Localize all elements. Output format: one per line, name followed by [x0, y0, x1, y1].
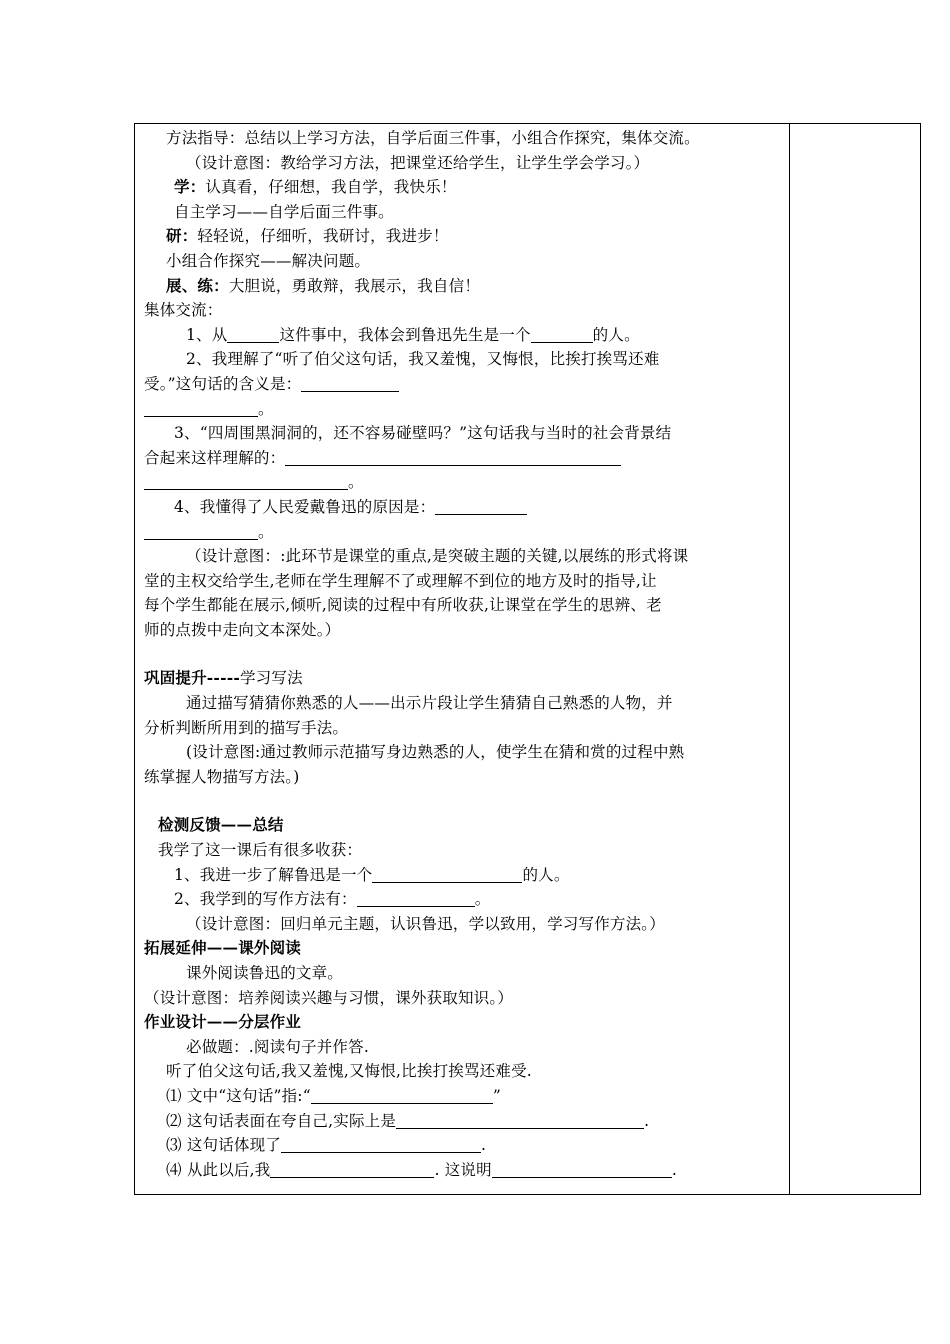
harvest-line: 我学了这一课后有很多收获： [158, 841, 363, 860]
research-text: 轻轻说，仔细听，我研讨，我进步！ [197, 227, 449, 246]
w2-part-b: . [644, 1111, 650, 1130]
collective-line: 集体交流： [144, 301, 223, 320]
w4-part-a: ⑷ 从此以后,我 [166, 1160, 271, 1179]
show-line [144, 274, 783, 299]
homework-heading: 作业设计——分层作业 [144, 1012, 302, 1032]
question-3-line-3 [144, 470, 783, 495]
design-intent-1: （设计意图：教给学习方法，把课堂还给学生，让学生学会学习。） [186, 153, 650, 172]
design-intent-2-line-1: （设计意图：:此环节是课堂的重点,是突破主题的关键,以展练的形式将课 [186, 547, 689, 566]
blank-h1-trait[interactable] [372, 866, 522, 883]
learn-text: 认真看，仔细想，我自学，我快乐！ [205, 178, 457, 197]
extend-text: 课外阅读鲁迅的文章。 [186, 964, 344, 982]
design-intent-4: （设计意图：回归单元主题，认识鲁迅，学以致用，学习写作方法。） [186, 914, 665, 933]
w1-part-b: ” [492, 1086, 501, 1105]
method-guide: 方法指导：总结以上学习方法，自学后面三件事，小组合作探究，集体交流。 [166, 129, 700, 147]
q1-part-b: 这件事中，我体会到鲁迅先生是一个 [279, 325, 531, 344]
h2-period: 。 [474, 890, 491, 909]
self-study-line: 自主学习——自学后面三件事。 [174, 202, 394, 221]
q4-part-a: 4、我懂得了人民爱戴鲁迅的原因是： [174, 497, 436, 516]
design-intent-5: （设计意图：培养阅读兴趣与习惯，课外获取知识。） [144, 988, 514, 1007]
research-head: 研： [166, 226, 198, 246]
blank-q4-reason-b[interactable] [144, 523, 258, 540]
blank-q2-meaning-b[interactable] [144, 400, 258, 417]
spacer [144, 642, 783, 666]
blank-q1-event[interactable] [227, 326, 279, 343]
spacer [144, 789, 783, 813]
show-head: 展、练： [166, 275, 229, 295]
design-intent-2-line-2: 堂的主权交给学生,老师在学生理解不了或理解不到位的地方及时的指导,让 [144, 571, 657, 590]
guess-line-2: 分析判断所用到的描写手法。 [144, 718, 349, 737]
blank-w4-a[interactable] [270, 1161, 434, 1178]
w1-part-a: ⑴ 文中“这句话”指:“ [166, 1086, 311, 1105]
h2-part-a: 2、我学到的写作方法有： [174, 890, 357, 909]
homework-4 [144, 1158, 783, 1183]
q3-part-b: 合起来这样理解的： [144, 448, 286, 467]
homework-3 [144, 1133, 783, 1158]
w4-part-b: . 这说明 [434, 1160, 492, 1179]
extend-heading: 拓展延伸——课外阅读 [144, 938, 302, 958]
h1-part-a: 1、我进一步了解鲁迅是一个 [174, 865, 373, 884]
group-line: 小组合作探究——解决问题。 [166, 251, 371, 270]
notes-column-cell [790, 124, 921, 1195]
main-content-cell [135, 124, 790, 1195]
question-2-line-3 [144, 397, 783, 422]
blank-w3[interactable] [281, 1136, 481, 1153]
question-3-line-1: 3、“四周围黑洞洞的，还不容易碰壁吗？”这句话我与当时的社会背景结 [174, 424, 672, 443]
blank-w4-b[interactable] [492, 1161, 672, 1178]
learn-head: 学： [174, 177, 206, 197]
question-4-line-1 [144, 495, 783, 520]
question-2-line-1: 2、我理解了“听了伯父这句话，我又羞愧，又悔恨，比挨打挨骂还难 [186, 350, 660, 369]
consolidate-heading [144, 666, 783, 691]
w3-part-a: ⑶ 这句话体现了 [166, 1136, 282, 1155]
consolidate-text: 学习写法 [239, 669, 303, 688]
q2-period: 。 [258, 399, 274, 418]
w3-part-b: . [481, 1136, 487, 1155]
h1-part-b: 的人。 [522, 865, 570, 884]
blank-h2-method[interactable] [357, 890, 475, 907]
feedback-heading: 检测反馈——总结 [158, 815, 284, 835]
question-3-line-2 [144, 446, 783, 471]
question-1 [144, 323, 783, 348]
q2-part-b: 受。”这句话的含义是： [144, 374, 302, 393]
learn-line [144, 175, 783, 200]
homework-2 [144, 1109, 783, 1134]
blank-q2-meaning-a[interactable] [301, 375, 399, 392]
research-line [144, 224, 783, 249]
homework-sentence: 听了伯父这句话,我又羞愧,又悔恨,比挨打挨骂还难受. [166, 1062, 532, 1081]
w2-part-a: ⑵ 这句话表面在夸自己,实际上是 [166, 1111, 397, 1130]
consolidate-head: 巩固提升----- [144, 668, 240, 688]
blank-w1[interactable] [311, 1087, 493, 1104]
q4-period: 。 [258, 522, 274, 541]
q3-period: 。 [348, 473, 364, 492]
design-intent-2-line-4: 师的点拨中走向文本深处。） [144, 620, 341, 639]
harvest-2 [144, 887, 783, 912]
blank-q3-understanding-a[interactable] [285, 449, 621, 466]
design-intent-3-line-1: (设计意图:通过教师示范描写身边熟悉的人，使学生在猜和赏的过程中熟 [186, 743, 685, 762]
show-text: 大胆说，勇敢辩，我展示，我自信！ [228, 276, 481, 295]
guess-line-1: 通过描写猜猜你熟悉的人——出示片段让学生猜猜自己熟悉的人物，并 [186, 694, 673, 713]
harvest-1 [144, 863, 783, 888]
blank-q1-trait[interactable] [531, 326, 593, 343]
blank-q3-understanding-b[interactable] [144, 473, 348, 490]
q1-part-a: 1、从 [186, 325, 228, 344]
blank-q4-reason-a[interactable] [435, 498, 527, 515]
lesson-content [135, 124, 789, 1182]
q1-part-c: 的人。 [592, 325, 640, 344]
design-intent-2-line-3: 每个学生都能在展示,倾听,阅读的过程中有所收获,让课堂在学生的思辨、老 [144, 596, 662, 615]
lesson-plan-table [134, 123, 921, 1195]
homework-1 [144, 1084, 783, 1109]
design-intent-3-line-2: 练掌握人物描写方法。) [144, 767, 300, 786]
blank-w2[interactable] [396, 1112, 644, 1129]
question-4-line-2 [144, 520, 783, 545]
question-2-line-2 [144, 372, 783, 397]
w4-part-c: . [671, 1160, 677, 1179]
must-do: 必做题：.阅读句子并作答. [186, 1037, 369, 1056]
